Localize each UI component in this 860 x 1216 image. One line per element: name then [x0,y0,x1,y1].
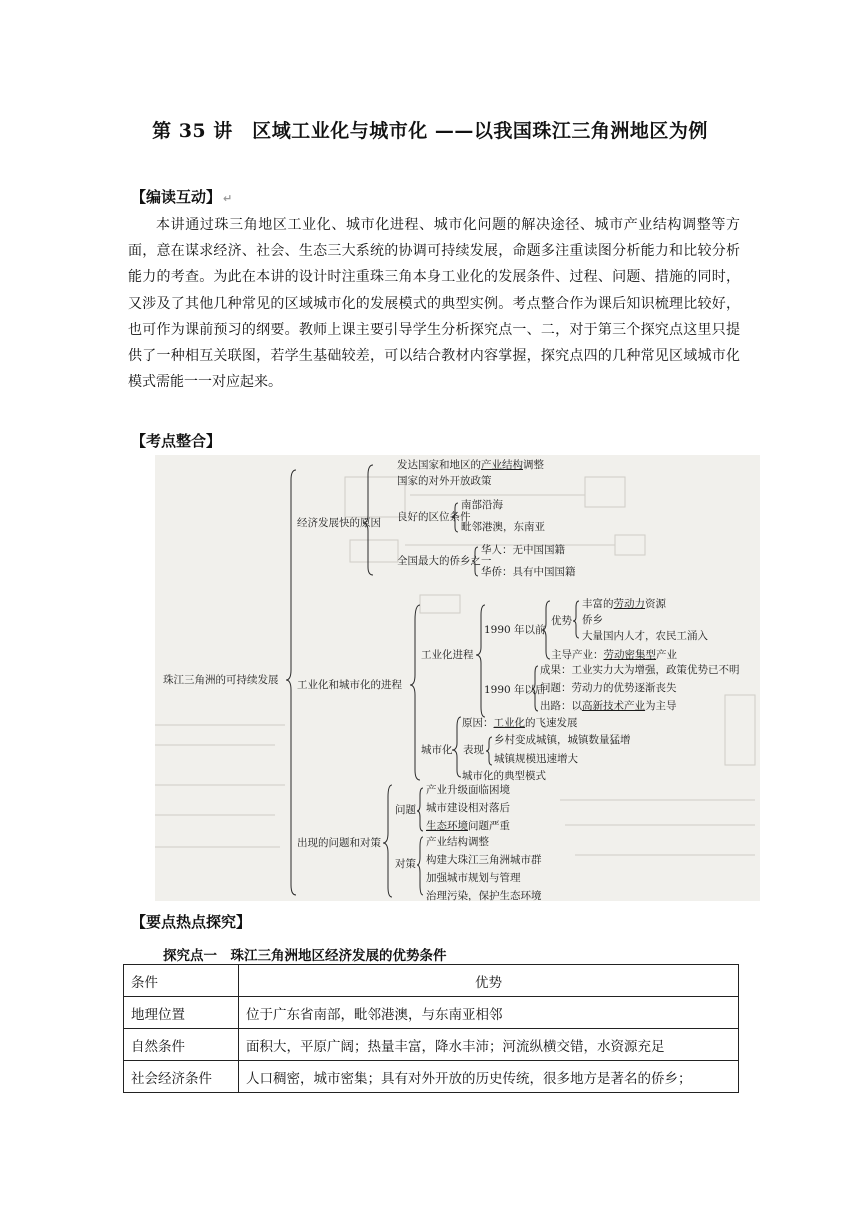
section-heading-reading [131,186,232,207]
map-b1-2: 国家的对外开放政策 [397,475,492,487]
table-cell: 自然条件 [124,1029,239,1061]
map-measure: 对策 [395,858,416,870]
table-header-row [124,965,739,997]
map-meas-2: 构建大珠江三角洲城市群 [426,854,542,866]
map-prob-3: 生态环境问题严重 [426,820,510,832]
table-cell: 位于广东省南部，毗邻港澳，与东南亚相邻 [239,997,739,1029]
map-adv-3: 大量国内人才，农民工涌入 [582,630,708,642]
map-urb-3: 城市化的典型模式 [462,770,546,782]
map-meas-3: 加强城市规划与管理 [426,872,521,884]
section-heading-reading-text: 【编读互动】 [131,188,222,206]
table-cell: 社会经济条件 [124,1061,239,1093]
map-b2-1: 工业化进程 [421,649,474,661]
section-heading-hot: 【要点热点探究】 [131,913,252,931]
map-advantage: 优势 [551,615,572,627]
map-prob-1: 产业升级面临困境 [426,784,510,796]
table-cell: 人口稠密，城市密集；具有对外开放的历史传统，很多地方是著名的侨乡； [239,1061,739,1093]
map-b1-3a: 南部沿海 [461,499,503,511]
map-b1-3b: 毗邻港澳，东南亚 [461,521,545,533]
map-urb-2b: 城镇规模迅速增大 [494,753,578,765]
explore-point-title: 探究点一 珠江三角洲地区经济发展的优势条件 [163,948,447,964]
map-b1-4a: 华人：无中国国籍 [481,544,565,556]
map-meas-4: 治理污染，保护生态环境 [426,890,542,901]
map-after-1: 成果：工业实力大为增强，政策优势已不明 [540,664,740,676]
map-1990-before: 1990 年以前 [484,624,546,636]
advantage-table [123,964,739,1093]
map-b1-1: 发达国家和地区的产业结构调整 [397,459,544,471]
map-b3: 出现的问题和对策 [297,837,381,849]
map-b2-2: 城市化 [421,744,453,756]
table-row [124,997,739,1029]
intro-paragraph [128,212,740,395]
map-b1-3: 良好的区位条件 [397,511,471,523]
map-1990-after: 1990 年以后 [484,684,546,696]
table-row [124,1029,739,1061]
table-cell: 地理位置 [124,997,239,1029]
table-header-cell: 条件 [124,965,239,997]
map-b1: 经济发展快的原因 [297,517,381,529]
mind-map [155,455,760,901]
return-mark: ↵ [223,192,233,205]
map-problem: 问题 [395,804,416,816]
map-after-3: 出路：以高新技术产业为主导 [540,700,677,712]
map-b2: 工业化和城市化的进程 [297,679,402,691]
map-adv-2: 侨乡 [582,614,603,626]
map-urb-2a: 乡村变成城镇，城镇数量猛增 [494,734,631,746]
map-prob-2: 城市建设相对落后 [426,802,510,814]
map-b1-4b: 华侨：具有中国国籍 [481,566,576,578]
map-root: 珠江三角洲的可持续发展 [163,674,279,686]
table-row [124,1061,739,1093]
table-cell: 面积大，平原广阔；热量丰富，降水丰沛；河流纵横交错，水资源充足 [239,1029,739,1061]
table-header-cell: 优势 [239,965,739,997]
map-urb-2: 表现 [463,744,484,756]
map-meas-1: 产业结构调整 [426,836,489,848]
map-main-industry: 主导产业：劳动密集型产业 [551,649,677,661]
map-after-2: 问题：劳动力的优势逐渐丧失 [540,682,677,694]
map-adv-1: 丰富的劳动力资源 [582,598,666,610]
section-heading-points: 【考点整合】 [131,432,222,450]
map-b1-4: 全国最大的侨乡之一 [397,555,492,567]
map-urb-1: 原因：工业化的飞速发展 [462,717,578,729]
page-title: 第 35 讲 区域工业化与城市化 ——以我国珠江三角洲地区为例 [152,120,708,142]
intro-text: 本讲通过珠三角地区工业化、城市化进程、城市化问题的解决途径、城市产业结构调整等方面，意在谋求经济、社会、生态三大系统的协调可持续发展，命题多注重读图分析能力和比较分析能力的考查。为此在本讲的设计时注重珠三角本身工业化的发展条件、过程、问题、措施的同时，又涉及了其他几种常见的区域城市化的发展模式的典型实例。考点整合作为课后知识梳理比较好，也可作为课前预习的纲要。教师上课主要引导学生分析探究点一、二，对于第三个探究点这里只提供了一种相互关联图，若学生基础较差，可以结合教材内容掌握，探究点四的几种常见区域城市化模式需能一一对应起来。 [128,217,740,391]
